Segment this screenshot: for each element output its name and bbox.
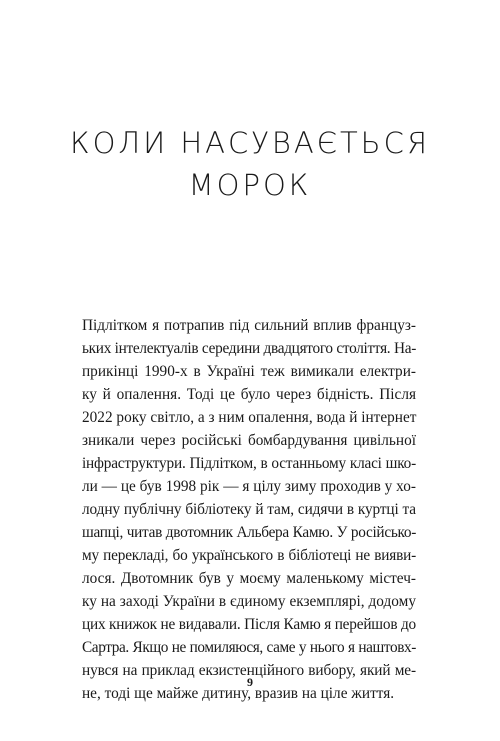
body-paragraph bbox=[82, 314, 416, 705]
text-line: ли — це був 1998 рік — я цілу зиму проходив у хо- bbox=[82, 478, 416, 495]
text-line: лося. Двотомник був у моєму маленькому містеч- bbox=[82, 570, 416, 587]
text-line: інфраструктури. Підлітком, в останньому класі шко- bbox=[82, 455, 416, 472]
text-line: 2022 року світло, а з ним опалення, вода й інтернет bbox=[82, 409, 417, 426]
text-line: шапці, читав двотомник Альбера Камю. У російсько- bbox=[82, 524, 416, 541]
text-line: Підлітком я потрапив під сильний вплив француз- bbox=[82, 317, 416, 334]
text-line: Сартра. Якщо не помиляюся, саме у нього я наштовх- bbox=[82, 639, 416, 656]
text-line: лодну публічну бібліотеку й там, сидячи в куртці та bbox=[82, 501, 416, 518]
text-line: ку й опалення. Тоді це було через бідність. Після bbox=[82, 386, 416, 403]
text-line: не, тоді ще майже дитину, вразив на ціле життя. bbox=[82, 685, 395, 702]
page-number: 9 bbox=[247, 675, 253, 689]
text-line: прикінці 1990-х в Україні теж вимикали електри- bbox=[82, 363, 416, 380]
text-line: ку на заході України в єдиному екземплярі, додому bbox=[82, 593, 416, 610]
chapter-title-line-2: МОРОК bbox=[188, 168, 312, 202]
text-line: ьких інтелектуалів середини двадцятого століття. На- bbox=[82, 340, 416, 357]
text-line: цих книжок не видавали. Після Камю я перейшов до bbox=[82, 616, 417, 633]
chapter-title bbox=[0, 122, 500, 206]
chapter-title-line-1: КОЛИ НАСУВАЄТЬСЯ bbox=[70, 126, 430, 160]
text-line: му перекладі, бо українського в бібліотеці не вияви- bbox=[82, 547, 416, 564]
text-line: нувся на приклад екзистенційного вибору, який ме- bbox=[82, 662, 416, 679]
text-line: зникали через російські бомбардування цивільної bbox=[82, 432, 416, 449]
